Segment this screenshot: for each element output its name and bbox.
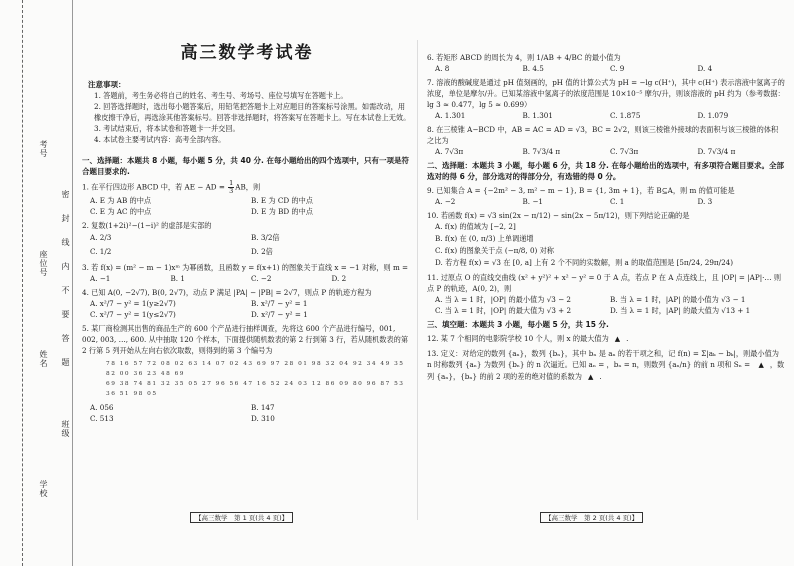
q8-stem: 8. 在三棱锥 A−BCD 中，AB = AC = AD = √3，BC = 2√2，则该三棱锥外接球的表面积与该三棱锥的体积之比为 [427,125,779,145]
q8-option-c: C. 7√3π [610,147,639,156]
page-footer-left: 【高三数学 第 1 页(共 4 页)】 [190,512,293,523]
page-divider [417,40,418,520]
q6-option-a: A. 8 [435,64,450,73]
q10-option-c: C. f(x) 的图象关于点 (−π/8, 0) 对称 [435,246,554,255]
q13-stem-b: ，bₙ = n，则数列 {aₙ/n} 的前 n 项和 Sₙ = [606,360,753,369]
q1-option-a: A. E 为 AB 的中点 [90,196,152,205]
seal-label-2: 封 [61,214,70,223]
note-item: 2. 回答选择题时，选出每小题答案后，用铅笔把答题卡上对应题目的答案标号涂黑。如需改动，用橡皮擦干净后，再选涂其他答案标号。回答非选择题时，将答案写在答题卡上。写在本试卷上无效。 [94,102,411,122]
question-12: 12. 某 7 个相同的电影院学校 10 个人，则 x 的最大值为 ▲ . [427,334,629,343]
note-item: 4. 本试卷主要考试内容：高考全部内容。 [94,135,226,144]
note-item: 3. 考试结束后，将本试卷和答题卡一并交回。 [94,124,240,133]
q13-stem-c: ，数列 {aₙ}，{bₙ} 的前 2 项的差的绝对值的系数为 [427,360,785,381]
answer-blank-marker: ▲ [758,361,764,369]
page-footer-right: 【高三数学 第 2 页(共 4 页)】 [540,512,643,523]
q6-option-c: C. 9 [610,64,625,73]
q3-option-a: A. −1 [90,274,111,283]
question-5 [82,323,412,424]
q2-option-b: B. 3/2倍 [251,233,280,242]
q3-option-d: D. 2 [331,274,347,283]
q4-option-c: C. x²/7 − y² = 1(y≤2√7) [90,310,176,319]
seal-label-6: 要 [61,310,70,319]
question-2 [82,220,412,259]
notes-list [82,90,412,145]
q5-option-d: D. 310 [251,414,275,423]
q10-option-b: B. f(x) 在 (0, π/3) 上单调递增 [435,234,534,243]
q9-option-c: C. 1 [610,197,625,206]
seal-label-7: 答 [61,334,70,343]
q6-option-b: B. 4.5 [522,64,544,73]
q6-stem: 6. 若矩形 ABCD 的周长为 4，则 1/AB + 4/BC 的最小值为 [427,53,621,62]
q2-stem: 2. 复数(1+2i)²−(1−i)² 的虚部是实部的 [82,221,212,230]
q3-option-c: C. −2 [251,274,272,283]
q12-stem: 12. 某 7 个相同的电影院学校 10 个人，则 x 的最大值为 [427,334,609,343]
answer-blank-marker: ▲ [587,373,594,381]
question-4 [82,287,412,320]
seal-label-1: 密 [61,190,70,199]
left-page [82,30,412,424]
right-page [427,52,785,383]
q9-option-a: A. −2 [435,197,456,206]
q5-stem: 5. 某厂商检测其出售的商品生产的 600 个产品进行抽样调查，先将这 600 个产品进行编号，001, 002, 003, …, 600. 从中抽取 120 个样本，下面提供随机数表的第 2 行到第 3 行，若从随机数表的第 2 行第 5 列开始从左向右依次取数，则得到的第 3 个编号为 [82,324,409,355]
q11-option-c: C. 当 λ = 1 时，|OP| 的最大值为 √3 + 2 [435,306,572,315]
q6-option-d: D. 4 [697,64,713,73]
note-item: 1. 答题前，考生务必将自己的姓名、考生号、考场号、座位号填写在答题卡上。 [94,91,348,100]
q8-option-a: A. 7√3π [435,147,464,156]
seat-field: 座位号 [39,250,48,277]
seal-label-5: 不 [61,286,70,295]
q4-option-b: B. x²/7 − y² = 1 [251,299,308,308]
q11-option-b: B. 当 λ = 1 时，|AP| 的最小值为 √3 − 1 [610,295,746,304]
q7-option-d: D. 1.079 [697,111,729,120]
q10-option-a: A. f(x) 的值域为 [−2, 2] [435,222,516,231]
q9-option-d: D. 3 [697,197,713,206]
question-6 [427,52,785,74]
q1-option-c: C. E 为 AC 的中点 [90,207,152,216]
q1-fraction: $\frac{1}{3}$ [229,179,234,195]
q1-option-b: B. E 为 CD 的中点 [251,196,313,205]
q4-stem: 4. 已知 A(0, −2√7), B(0, 2√7)，动点 P 满足 |PA| − |PB| = 2√7，则点 P 的轨迹方程为 [82,288,372,297]
q2-option-d: D. 2倍 [251,247,273,256]
seal-label-8: 题 [61,358,70,367]
exam-id-field: 考号 [39,140,48,158]
notes-heading: 注意事项： [88,80,126,89]
q3-option-b: B. 1 [170,274,185,283]
seal-label-4: 内 [61,262,70,271]
section3-heading: 三、填空题：本题共 3 小题，每小题 5 分，共 15 分. [427,320,609,329]
q7-option-c: C. 1.875 [610,111,641,120]
question-8 [427,124,785,157]
q5-option-a: A. 056 [90,403,114,412]
class-field: 班级 [61,420,70,438]
question-10 [427,210,785,269]
q1-stem-b: AB，则 [235,182,261,192]
section1-heading: 一、选择题：本题共 8 小题，每小题 5 分，共 40 分. 在每小题给出的四个选项中，只有一项是符合题目要求的. [82,156,409,176]
q7-stem: 7. 溶液的酸碱度是通过 pH 值刻画的，pH 值的计算公式为 pH = −lg c(H⁺)，其中 c(H⁺) 表示溶液中氢离子的浓度，单位是摩尔/升。已知某溶液中氢离子的浓度范围是 10×10⁻⁵ 摩尔/升，则该溶液的 pH 约为（参考数据：lg 3 ≈ 0.477，lg 5 ≈ 0.699） [427,78,785,109]
q5-option-c: C. 513 [90,414,114,423]
q8-option-d: D. 7√3/4 π [697,147,736,156]
random-row: 69 38 74 81 32 35 05 27 96 56 47 16 52 24 03 12 86 09 80 96 87 53 36 51 98 05 [106,381,405,397]
question-9 [427,185,785,207]
q2-option-a: A. 2/3 [90,233,112,242]
q9-stem: 9. 已知集合 A = {−2m² − 3, m² − m − 1}, B = {1, 3m + 1}，若 B⊆A，则 m 的值可能是 [427,186,735,195]
q11-stem: 11. 过原点 O 的直线交曲线 (x² + y²)² + x² − y² = 0 于 A 点，若点 P 在 A 点连线上，且 |OP| = |AP|·… 则点 P 的轨迹，A(0, 2)，则 [427,273,782,293]
q13-stem-a: 13. 定义：对给定的数列 {aₙ}，数列 {bₙ}，其中 bₙ 是 aₙ 的若干项之和，记 f(n) = Σ|aₖ − bₖ|，则最小值为 n 时称数列 {aₙ} 为数列 {bₙ} 的 n 次逼近。已知 aₙ = [427,349,779,369]
q1-option-d: D. E 为 BD 的中点 [251,207,313,216]
question-1 [82,180,412,217]
q4-option-d: D. x²/7 − y² = 1 [251,310,308,319]
q5-option-b: B. 147 [251,403,275,412]
question-11 [427,272,785,316]
q7-option-b: B. 1.301 [522,111,553,120]
q11-option-d: D. 当 λ = 1 时，|AP| 的最大值为 √13 + 1 [610,306,751,315]
question-7 [427,77,785,121]
q9-option-b: B. −1 [522,197,543,206]
answer-blank-marker: ▲ [614,335,621,343]
q10-stem: 10. 若函数 f(x) = √3 sin(2x − π/12) − sin(2x − 5π/12)，则下列结论正确的是 [427,211,690,220]
school-field: 学校 [39,480,48,498]
q11-option-a: A. 当 λ = 1 时，|OP| 的最小值为 √3 − 2 [435,295,572,304]
seal-label-3: 线 [61,238,70,247]
section2-heading: 二、选择题：本题共 3 小题，每小题 6 分，共 18 分. 在每小题给出的选项中，有多项符合题目要求。全部选对的得 6 分，部分选对的得部分分，有选错的得 0 分。 [427,161,784,181]
q7-option-a: A. 1.301 [435,111,466,120]
q10-option-d: D. 若方程 f(x) = √3 在 [0, a] 上有 2 个不同的实数解，则 a 的取值范围是 [5π/24, 29π/24) [435,258,734,267]
exam-title: 高三数学考试卷 [180,43,314,63]
name-field: 姓名 [39,350,48,368]
q3-stem: 3. 若 f(x) = (m² − m − 1)xᵐ 为幂函数，且函数 y = f(x+1) 的图象关于直线 x = −1 对称，则 m = [82,263,409,272]
q4-option-a: A. x²/7 − y² = 1(y≥2√7) [90,299,176,308]
question-3 [82,262,412,284]
q8-option-b: B. 7√3/4 π [522,147,561,156]
q2-option-c: C. 1/2 [90,247,112,256]
random-number-table [106,359,412,399]
question-13: 13. 定义：对给定的数列 {aₙ}，数列 {bₙ}，其中 bₙ 是 aₙ 的若干项之和，记 f(n) = Σ|aₖ − bₖ|，则最小值为 n 时称数列 {aₙ} 为数列 {bₙ} 的 n 次逼近。已知 aₙ = ，bₙ = n，则数列 {aₙ/n} 的前 n 项和 Sₙ = ▲ ，数列 {aₙ}，{bₙ} 的前 2 项的差的绝对值的系数为 ▲ . [427,349,785,381]
binding-strip [0,0,80,566]
q1-stem-a: 1. 在平行四边形 ABCD 中，若 AE − AD = [82,182,228,192]
random-row: 78 16 57 72 08 02 63 14 07 02 43 69 97 28 01 98 32 04 92 34 49 35 82 00 36 23 48 69 [106,361,405,377]
